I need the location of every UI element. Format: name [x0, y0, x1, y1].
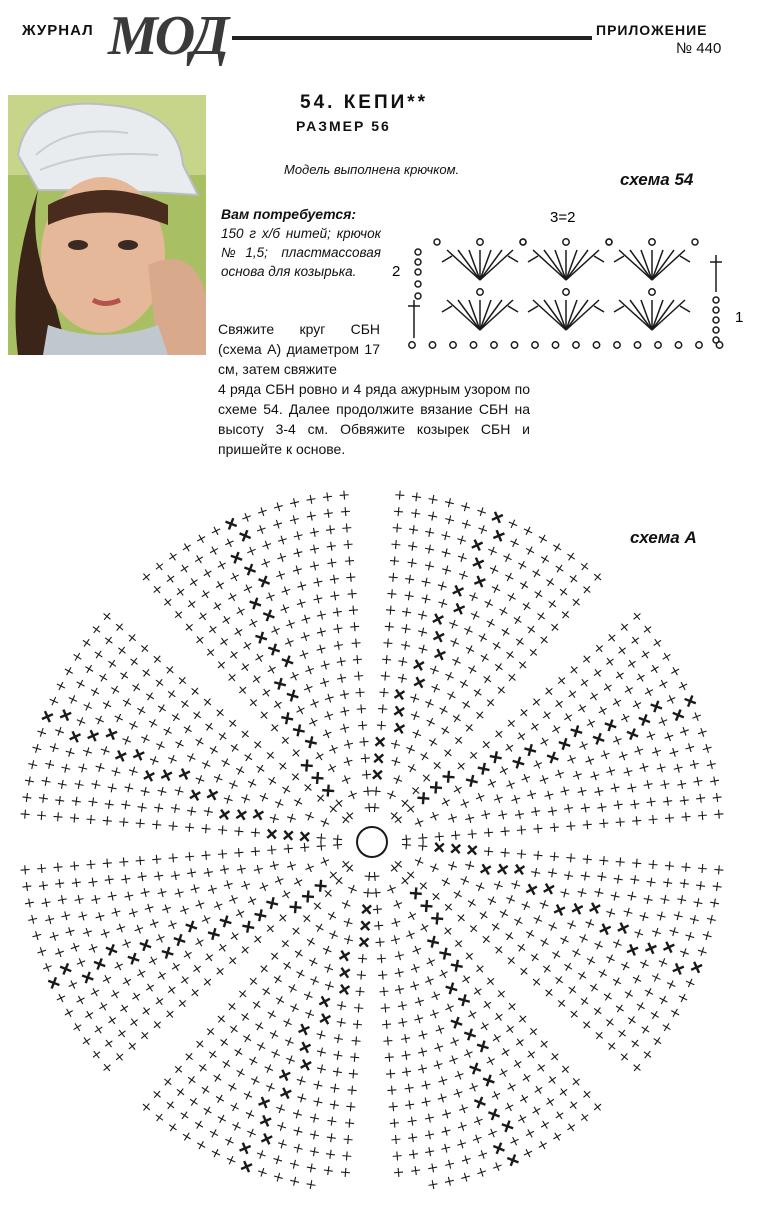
repeat-label: 3=2: [550, 209, 576, 226]
materials-text: 150 г х/б нитей; крючок №1,5; пластмассовая основа для козырька.: [221, 226, 381, 279]
row-label-1: 1: [735, 309, 744, 326]
materials-heading: Вам потребуется:: [221, 206, 357, 222]
journal-label: ЖУРНАЛ: [22, 22, 94, 39]
model-note: Модель выполнена крючком.: [284, 162, 460, 177]
journal-logo: МОД: [108, 5, 227, 67]
instructions-part1: Свяжите круг СБН (схема А) диаметром 17 см, затем свяжите: [218, 321, 380, 377]
model-photo: [8, 95, 206, 355]
scheme-54-label: схема 54: [620, 170, 694, 189]
issue-number: № 440: [676, 40, 722, 57]
pattern-title: 54. КЕПИ**: [300, 92, 429, 113]
supplement-label: ПРИЛОЖЕНИЕ: [596, 22, 708, 38]
scheme-54-chart: [390, 200, 750, 360]
instructions-part2: 4 ряда СБН ровно и 4 ряда ажурным узором по схеме 54. Далее продолжите вязание СБН на высоту 3-4 см. Обвяжите козырек СБН и пришейте к основе.: [218, 381, 530, 457]
pattern-size: РАЗМЕР 56: [296, 118, 391, 134]
header-rule: [232, 36, 592, 40]
scheme-a-label: схема А: [630, 528, 697, 547]
model-photo-illustration: [8, 95, 206, 355]
row-label-2: 2: [392, 263, 401, 280]
scheme-a-chart: [20, 490, 730, 1190]
